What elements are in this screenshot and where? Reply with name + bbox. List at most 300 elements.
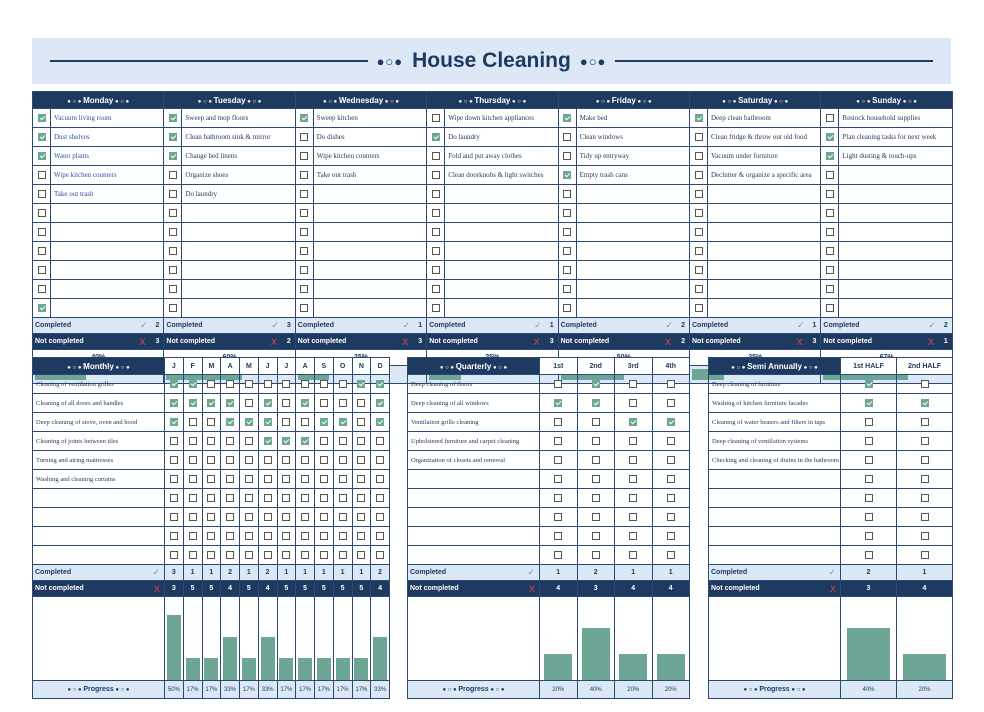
completed-count: 1	[315, 565, 334, 581]
task-checkbox[interactable]	[667, 494, 675, 502]
task-checkbox[interactable]	[282, 418, 290, 426]
task-checkbox[interactable]	[629, 475, 637, 483]
task-checkbox[interactable]	[300, 114, 308, 122]
task-checkbox[interactable]	[667, 456, 675, 464]
task-checkbox[interactable]	[301, 475, 309, 483]
task-checkbox[interactable]	[170, 418, 178, 426]
task-checkbox[interactable]	[629, 532, 637, 540]
task-checkbox[interactable]	[592, 437, 600, 445]
not-completed-row	[33, 581, 165, 597]
task-checkbox[interactable]	[432, 285, 440, 293]
task-checkbox[interactable]	[563, 285, 571, 293]
task-checkbox[interactable]	[921, 456, 929, 464]
task-checkbox[interactable]	[865, 437, 873, 445]
task-checkbox[interactable]	[282, 513, 290, 521]
task-checkbox[interactable]	[592, 513, 600, 521]
task-checkbox[interactable]	[921, 532, 929, 540]
task-check-cell	[295, 280, 313, 299]
task-checkbox[interactable]	[264, 456, 272, 464]
chart-bar-cell	[296, 597, 315, 681]
task-checkbox[interactable]	[282, 399, 290, 407]
task-checkbox[interactable]	[226, 513, 234, 521]
task-checkbox[interactable]	[432, 133, 440, 141]
task-check-cell	[540, 470, 578, 489]
task-checkbox[interactable]	[38, 304, 46, 312]
task-checkbox[interactable]	[592, 399, 600, 407]
task-checkbox[interactable]	[432, 114, 440, 122]
task-checkbox[interactable]	[667, 532, 675, 540]
task-item: Light dusting & touch-ups	[839, 147, 952, 166]
task-checkbox[interactable]	[865, 532, 873, 540]
task-checkbox[interactable]	[264, 380, 272, 388]
task-checkbox[interactable]	[169, 266, 177, 274]
task-checkbox[interactable]	[667, 513, 675, 521]
task-checkbox[interactable]	[320, 513, 328, 521]
task-checkbox[interactable]	[282, 532, 290, 540]
task-checkbox[interactable]	[169, 152, 177, 160]
task-checkbox[interactable]	[38, 114, 46, 122]
task-checkbox[interactable]	[282, 551, 290, 559]
task-checkbox[interactable]	[921, 551, 929, 559]
task-checkbox[interactable]	[339, 380, 347, 388]
task-checkbox[interactable]	[629, 551, 637, 559]
task-checkbox[interactable]	[300, 304, 308, 312]
task-checkbox[interactable]	[865, 475, 873, 483]
section-title: Quarterly	[455, 361, 492, 371]
task-checkbox[interactable]	[264, 399, 272, 407]
task-checkbox[interactable]	[357, 380, 365, 388]
task-checkbox[interactable]	[38, 209, 46, 217]
task-checkbox[interactable]	[300, 171, 308, 179]
task-checkbox[interactable]	[865, 551, 873, 559]
task-checkbox[interactable]	[38, 228, 46, 236]
task-checkbox[interactable]	[376, 437, 384, 445]
task-checkbox[interactable]	[264, 532, 272, 540]
task-checkbox[interactable]	[563, 171, 571, 179]
task-checkbox[interactable]	[376, 399, 384, 407]
completed-count: 1	[277, 565, 296, 581]
task-checkbox[interactable]	[245, 475, 253, 483]
task-checkbox[interactable]	[320, 551, 328, 559]
task-checkbox[interactable]	[170, 399, 178, 407]
check-icon: ✓	[402, 320, 411, 330]
task-checkbox[interactable]	[629, 399, 637, 407]
task-checkbox[interactable]	[695, 228, 703, 236]
task-checkbox[interactable]	[264, 437, 272, 445]
task-checkbox[interactable]	[282, 475, 290, 483]
task-check-cell	[164, 223, 182, 242]
task-checkbox[interactable]	[207, 551, 215, 559]
task-check-cell	[352, 413, 371, 432]
task-checkbox[interactable]	[921, 418, 929, 426]
task-checkbox[interactable]	[264, 513, 272, 521]
task-checkbox[interactable]	[865, 494, 873, 502]
task-checkbox[interactable]	[667, 551, 675, 559]
task-checkbox[interactable]	[339, 532, 347, 540]
task-checkbox[interactable]	[170, 494, 178, 502]
task-checkbox[interactable]	[245, 456, 253, 464]
task-checkbox[interactable]	[301, 418, 309, 426]
task-checkbox[interactable]	[207, 456, 215, 464]
task-checkbox[interactable]	[357, 437, 365, 445]
task-checkbox[interactable]	[921, 475, 929, 483]
task-checkbox[interactable]	[170, 532, 178, 540]
task-checkbox[interactable]	[563, 247, 571, 255]
task-checkbox[interactable]	[865, 380, 873, 388]
task-check-cell	[258, 375, 277, 394]
task-checkbox[interactable]	[282, 494, 290, 502]
task-checkbox[interactable]	[592, 456, 600, 464]
task-checkbox[interactable]	[189, 380, 197, 388]
task-checkbox[interactable]	[282, 456, 290, 464]
not-completed-row	[33, 334, 164, 350]
task-checkbox[interactable]	[432, 247, 440, 255]
task-checkbox[interactable]	[169, 114, 177, 122]
task-checkbox[interactable]	[629, 380, 637, 388]
task-checkbox[interactable]	[592, 494, 600, 502]
task-checkbox[interactable]	[38, 152, 46, 160]
task-check-cell	[371, 470, 390, 489]
task-checkbox[interactable]	[563, 114, 571, 122]
task-checkbox[interactable]	[376, 475, 384, 483]
task-checkbox[interactable]	[169, 247, 177, 255]
task-checkbox[interactable]	[667, 380, 675, 388]
task-checkbox[interactable]	[432, 228, 440, 236]
task-item	[839, 223, 952, 242]
task-checkbox[interactable]	[300, 190, 308, 198]
task-checkbox[interactable]	[282, 437, 290, 445]
task-checkbox[interactable]	[865, 456, 873, 464]
task-checkbox[interactable]	[563, 266, 571, 274]
task-checkbox[interactable]	[38, 171, 46, 179]
task-check-cell	[277, 470, 296, 489]
task-checkbox[interactable]	[189, 418, 197, 426]
dots-ornament: ● ○ ●	[322, 98, 339, 105]
task-checkbox[interactable]	[554, 532, 562, 540]
task-checkbox[interactable]	[169, 285, 177, 293]
task-checkbox[interactable]	[339, 418, 347, 426]
task-checkbox[interactable]	[301, 456, 309, 464]
task-checkbox[interactable]	[826, 247, 834, 255]
task-checkbox[interactable]	[629, 437, 637, 445]
task-checkbox[interactable]	[169, 228, 177, 236]
task-checkbox[interactable]	[695, 114, 703, 122]
task-checkbox[interactable]	[226, 532, 234, 540]
task-checkbox[interactable]	[554, 475, 562, 483]
task-checkbox[interactable]	[921, 494, 929, 502]
task-checkbox[interactable]	[357, 494, 365, 502]
task-checkbox[interactable]	[376, 532, 384, 540]
task-checkbox[interactable]	[189, 551, 197, 559]
task-checkbox[interactable]	[226, 494, 234, 502]
task-checkbox[interactable]	[376, 456, 384, 464]
dots-ornament: ● ○ ●	[245, 98, 262, 105]
task-checkbox[interactable]	[357, 532, 365, 540]
task-checkbox[interactable]	[554, 456, 562, 464]
task-checkbox[interactable]	[339, 437, 347, 445]
task-checkbox[interactable]	[357, 399, 365, 407]
task-checkbox[interactable]	[357, 513, 365, 521]
task-checkbox[interactable]	[38, 133, 46, 141]
task-checkbox[interactable]	[376, 494, 384, 502]
task-checkbox[interactable]	[432, 190, 440, 198]
task-checkbox[interactable]	[264, 418, 272, 426]
task-checkbox[interactable]	[695, 209, 703, 217]
task-checkbox[interactable]	[320, 456, 328, 464]
task-checkbox[interactable]	[300, 285, 308, 293]
day-header	[821, 92, 952, 109]
task-checkbox[interactable]	[301, 513, 309, 521]
task-checkbox[interactable]	[563, 209, 571, 217]
task-checkbox[interactable]	[207, 532, 215, 540]
task-checkbox[interactable]	[207, 418, 215, 426]
task-checkbox[interactable]	[554, 494, 562, 502]
task-checkbox[interactable]	[695, 171, 703, 179]
task-checkbox[interactable]	[629, 513, 637, 521]
section-title: Semi Annually	[747, 361, 802, 371]
task-checkbox[interactable]	[554, 418, 562, 426]
task-checkbox[interactable]	[432, 266, 440, 274]
task-check-cell	[690, 223, 708, 242]
task-checkbox[interactable]	[169, 209, 177, 217]
task-checkbox[interactable]	[245, 532, 253, 540]
task-checkbox[interactable]	[826, 114, 834, 122]
task-check-cell	[295, 128, 313, 147]
task-check-cell	[333, 451, 352, 470]
task-checkbox[interactable]	[207, 513, 215, 521]
task-checkbox[interactable]	[169, 304, 177, 312]
task-checkbox[interactable]	[667, 475, 675, 483]
not-completed-count: 4	[615, 581, 653, 597]
task-checkbox[interactable]	[300, 228, 308, 236]
task-check-cell	[352, 394, 371, 413]
task-checkbox[interactable]	[189, 456, 197, 464]
task-checkbox[interactable]	[169, 171, 177, 179]
task-checkbox[interactable]	[320, 380, 328, 388]
period-header: 3rd	[615, 358, 653, 375]
task-checkbox[interactable]	[357, 475, 365, 483]
task-checkbox[interactable]	[432, 209, 440, 217]
task-checkbox[interactable]	[170, 551, 178, 559]
task-checkbox[interactable]	[432, 171, 440, 179]
task-item	[576, 280, 689, 299]
task-checkbox[interactable]	[189, 399, 197, 407]
task-checkbox[interactable]	[695, 152, 703, 160]
task-checkbox[interactable]	[921, 513, 929, 521]
task-check-cell	[427, 109, 445, 128]
task-checkbox[interactable]	[207, 494, 215, 502]
task-checkbox[interactable]	[432, 152, 440, 160]
task-checkbox[interactable]	[339, 551, 347, 559]
task-item	[576, 185, 689, 204]
task-checkbox[interactable]	[245, 494, 253, 502]
task-checkbox[interactable]	[865, 399, 873, 407]
chart-spacer	[709, 597, 841, 681]
title-rule-right	[615, 60, 933, 62]
task-checkbox[interactable]	[245, 551, 253, 559]
check-icon: ✓	[271, 320, 279, 330]
task-checkbox[interactable]	[207, 475, 215, 483]
task-checkbox[interactable]	[592, 551, 600, 559]
task-checkbox[interactable]	[339, 513, 347, 521]
task-checkbox[interactable]	[189, 513, 197, 521]
task-check-cell	[165, 375, 184, 394]
task-checkbox[interactable]	[339, 399, 347, 407]
task-checkbox[interactable]	[629, 418, 637, 426]
task-checkbox[interactable]	[189, 437, 197, 445]
task-checkbox[interactable]	[826, 133, 834, 141]
task-checkbox[interactable]	[921, 437, 929, 445]
task-checkbox[interactable]	[554, 380, 562, 388]
task-checkbox[interactable]	[245, 513, 253, 521]
task-checkbox[interactable]	[300, 266, 308, 274]
task-checkbox[interactable]	[339, 475, 347, 483]
task-checkbox[interactable]	[592, 380, 600, 388]
task-checkbox[interactable]	[921, 380, 929, 388]
task-checkbox[interactable]	[432, 304, 440, 312]
task-item: Turning and airing mattresses	[33, 451, 165, 470]
task-checkbox[interactable]	[300, 209, 308, 217]
task-checkbox[interactable]	[264, 475, 272, 483]
task-checkbox[interactable]	[226, 418, 234, 426]
task-checkbox[interactable]	[207, 399, 215, 407]
task-checkbox[interactable]	[38, 190, 46, 198]
task-checkbox[interactable]	[695, 304, 703, 312]
task-checkbox[interactable]	[376, 551, 384, 559]
task-checkbox[interactable]	[563, 304, 571, 312]
task-checkbox[interactable]	[320, 532, 328, 540]
task-checkbox[interactable]	[320, 437, 328, 445]
task-checkbox[interactable]	[629, 494, 637, 502]
task-checkbox[interactable]	[38, 266, 46, 274]
task-checkbox[interactable]	[695, 285, 703, 293]
task-checkbox[interactable]	[301, 437, 309, 445]
task-checkbox[interactable]	[554, 437, 562, 445]
completed-count: 2	[943, 322, 948, 329]
task-checkbox[interactable]	[826, 266, 834, 274]
task-checkbox[interactable]	[245, 437, 253, 445]
task-checkbox[interactable]	[320, 399, 328, 407]
task-checkbox[interactable]	[169, 133, 177, 141]
task-checkbox[interactable]	[301, 399, 309, 407]
task-checkbox[interactable]	[170, 513, 178, 521]
task-checkbox[interactable]	[695, 190, 703, 198]
task-check-cell	[240, 451, 259, 470]
task-checkbox[interactable]	[921, 399, 929, 407]
task-checkbox[interactable]	[207, 380, 215, 388]
task-checkbox[interactable]	[563, 152, 571, 160]
task-checkbox[interactable]	[226, 380, 234, 388]
task-checkbox[interactable]	[376, 380, 384, 388]
task-checkbox[interactable]	[189, 532, 197, 540]
task-checkbox[interactable]	[563, 133, 571, 141]
task-checkbox[interactable]	[38, 285, 46, 293]
task-checkbox[interactable]	[170, 475, 178, 483]
check-icon: ✓	[152, 567, 160, 577]
task-checkbox[interactable]	[300, 133, 308, 141]
task-checkbox[interactable]	[667, 418, 675, 426]
task-checkbox[interactable]	[376, 418, 384, 426]
task-checkbox[interactable]	[226, 475, 234, 483]
not-completed-count: 4	[221, 581, 240, 597]
task-checkbox[interactable]	[695, 247, 703, 255]
task-checkbox[interactable]	[301, 494, 309, 502]
task-checkbox[interactable]	[826, 190, 834, 198]
task-checkbox[interactable]	[357, 456, 365, 464]
task-checkbox[interactable]	[554, 551, 562, 559]
task-checkbox[interactable]	[301, 532, 309, 540]
task-checkbox[interactable]	[629, 456, 637, 464]
task-checkbox[interactable]	[207, 437, 215, 445]
task-checkbox[interactable]	[592, 532, 600, 540]
task-checkbox[interactable]	[320, 418, 328, 426]
task-checkbox[interactable]	[376, 513, 384, 521]
completed-row	[164, 318, 295, 334]
task-checkbox[interactable]	[300, 152, 308, 160]
task-check-cell	[277, 432, 296, 451]
task-checkbox[interactable]	[38, 247, 46, 255]
task-checkbox[interactable]	[264, 494, 272, 502]
task-checkbox[interactable]	[826, 171, 834, 179]
task-checkbox[interactable]	[226, 399, 234, 407]
task-checkbox[interactable]	[826, 228, 834, 236]
task-checkbox[interactable]	[320, 475, 328, 483]
not-completed-row	[295, 334, 426, 350]
task-checkbox[interactable]	[339, 494, 347, 502]
task-checkbox[interactable]	[826, 152, 834, 160]
task-check-cell	[652, 413, 690, 432]
task-checkbox[interactable]	[226, 456, 234, 464]
task-checkbox[interactable]	[554, 513, 562, 521]
task-checkbox[interactable]	[339, 456, 347, 464]
task-checkbox[interactable]	[563, 190, 571, 198]
task-checkbox[interactable]	[300, 247, 308, 255]
task-checkbox[interactable]	[667, 399, 675, 407]
task-checkbox[interactable]	[170, 437, 178, 445]
task-checkbox[interactable]	[245, 399, 253, 407]
task-check-cell	[202, 413, 221, 432]
task-checkbox[interactable]	[667, 437, 675, 445]
task-checkbox[interactable]	[226, 551, 234, 559]
task-checkbox[interactable]	[189, 494, 197, 502]
task-checkbox[interactable]	[357, 418, 365, 426]
task-checkbox[interactable]	[170, 456, 178, 464]
task-checkbox[interactable]	[695, 133, 703, 141]
task-checkbox[interactable]	[826, 304, 834, 312]
task-checkbox[interactable]	[189, 475, 197, 483]
task-checkbox[interactable]	[592, 418, 600, 426]
task-checkbox[interactable]	[563, 228, 571, 236]
task-checkbox[interactable]	[826, 209, 834, 217]
task-checkbox[interactable]	[826, 285, 834, 293]
task-checkbox[interactable]	[865, 513, 873, 521]
task-checkbox[interactable]	[301, 380, 309, 388]
task-checkbox[interactable]	[695, 266, 703, 274]
task-checkbox[interactable]	[320, 494, 328, 502]
task-checkbox[interactable]	[245, 418, 253, 426]
task-checkbox[interactable]	[226, 437, 234, 445]
task-checkbox[interactable]	[865, 418, 873, 426]
task-checkbox[interactable]	[264, 551, 272, 559]
task-checkbox[interactable]	[301, 551, 309, 559]
task-checkbox[interactable]	[592, 475, 600, 483]
task-checkbox[interactable]	[245, 380, 253, 388]
task-checkbox[interactable]	[170, 380, 178, 388]
task-checkbox[interactable]	[554, 399, 562, 407]
task-checkbox[interactable]	[169, 190, 177, 198]
task-checkbox[interactable]	[282, 380, 290, 388]
task-checkbox[interactable]	[357, 551, 365, 559]
